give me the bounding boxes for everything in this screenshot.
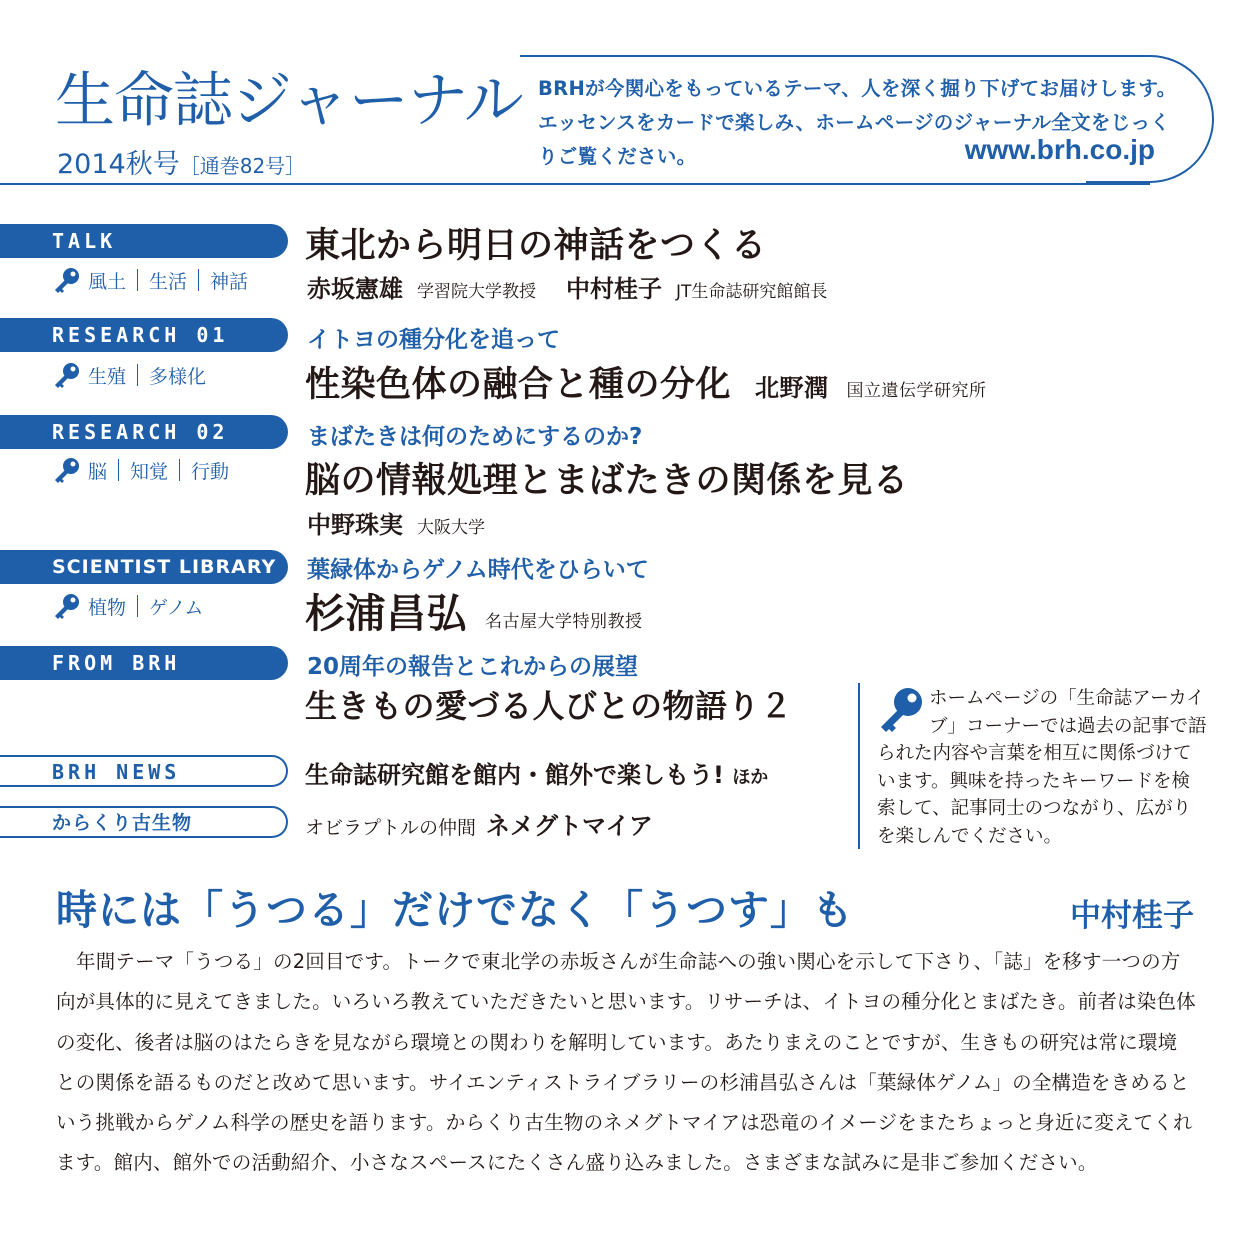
author-name: 中野珠実	[307, 511, 403, 539]
talk-authors	[307, 269, 857, 304]
tab-talk[interactable]: TALK	[0, 224, 288, 258]
from-brh-title[interactable]: 生きもの愛づる人びとの物語り２	[305, 687, 793, 725]
keyword[interactable]: 生殖	[88, 365, 127, 388]
karakuri-prefix: オビラプトルの仲間	[305, 817, 477, 839]
scientist-name: 杉浦昌弘	[305, 590, 467, 637]
keyword[interactable]: 風土	[88, 270, 127, 293]
news-text: 生命誌研究館を館内・館外で楽しもう!	[305, 761, 724, 789]
keyword[interactable]: 行動	[191, 460, 230, 483]
journal-title: 生命誌ジャーナル	[55, 66, 523, 136]
header-border-bottom	[0, 183, 1150, 185]
sidebar-rule	[858, 683, 860, 849]
keyword[interactable]: 生活	[149, 270, 188, 293]
key-icon	[52, 361, 82, 389]
key-icon	[52, 266, 82, 294]
archive-note	[877, 685, 1207, 850]
keyword[interactable]: 神話	[210, 270, 249, 293]
tab-karakuri[interactable]: からくり古生物	[0, 806, 288, 838]
keyword[interactable]: 知覚	[130, 460, 169, 483]
essay-body: 年間テーマ「うつる」の2回目です。トークで東北学の赤坂さんが生命誌への強い関心を示して下さり、「誌」を移す一つの方向が具体的に見えてきました。いろいろ教えていただきたいと思います。リサーチは、イトヨの種分化とまばたき。前者は染色体の変化、後者は脳のはたらきを見ながら環境との関わりを解明しています。あたりまえのことですが、生きもの研究は常に環境との関係を語るものだと改めて思います。サイエンティストライブラリーの杉浦昌弘さんは「葉緑体ゲノム」の全構造をきめるという挑戦からゲノム科学の歴史を語ります。からくり古生物のネメグトマイアは恐竜のイメージをまたちょっと身近に変えてくれます。館内、館外での活動紹介、小さなスペースにたくさん盛り込みました。さまざまな試みに是非ご参加ください。	[56, 950, 1196, 1175]
key-icon	[52, 592, 82, 620]
author-affiliation: 大阪大学	[417, 518, 485, 538]
from-brh-subtitle: 20周年の報告とこれからの展望	[307, 654, 639, 680]
tab-research-02[interactable]: RESEARCH 02	[0, 415, 288, 449]
keyword[interactable]: ゲノム	[149, 596, 204, 619]
author-affiliation: JT生命誌研究館館長	[676, 282, 828, 302]
research02-keywords	[52, 456, 229, 484]
author-name: 中村桂子	[566, 275, 662, 303]
author-affiliation: 国立遺伝学研究所	[846, 381, 987, 401]
author-name: 赤坂憲雄	[307, 275, 403, 303]
header-border-top	[520, 55, 1150, 57]
talk-keywords	[52, 266, 248, 294]
research01-title-text: 性染色体の融合と種の分化	[305, 365, 732, 405]
website-link[interactable]: www.brh.co.jp	[964, 134, 1155, 165]
author-affiliation: 名古屋大学特別教授	[485, 612, 643, 632]
library-title[interactable]	[305, 582, 643, 639]
issue-label	[57, 142, 305, 181]
library-subtitle: 葉緑体からゲノム時代をひらいて	[307, 557, 649, 583]
author-name: 北野潤	[755, 374, 829, 402]
tab-scientist-library[interactable]: SCIENTIST LIBRARY	[0, 550, 288, 584]
karakuri-line[interactable]	[305, 806, 653, 841]
essay-author: 中村桂子	[1070, 898, 1194, 934]
archive-note-text: ホームページの「生命誌アーカイブ」コーナーでは過去の記事で語られた内容や言葉を相互に関係づけています。興味を持ったキーワードを検索して、記事同士のつながり、広がりを楽しんでください。	[877, 688, 1207, 847]
research02-subtitle: まばたきは何のためにするのか?	[307, 424, 643, 450]
issue-season: 2014秋号	[57, 149, 180, 180]
keyword[interactable]: 脳	[88, 460, 108, 483]
research02-author	[307, 505, 515, 540]
keyword[interactable]: 多様化	[149, 365, 207, 388]
issue-volume: ［通巻82号］	[179, 154, 306, 178]
key-icon	[52, 456, 82, 484]
news-line[interactable]	[305, 755, 768, 790]
tab-from-brh[interactable]: FROM BRH	[0, 646, 288, 680]
keyword[interactable]: 植物	[88, 596, 127, 619]
header-intro: BRHが今関心をもっているテーマ、人を深く掘り下げてお届けします。エッセンスをカードで楽しみ、ホームページのジャーナル全文をじっくりご覧ください。	[538, 77, 1177, 168]
author-affiliation: 学習院大学教授	[417, 282, 536, 302]
talk-title[interactable]: 東北から明日の神話をつくる	[305, 226, 767, 266]
karakuri-text: ネメグトマイア	[486, 812, 653, 840]
news-suffix: ほか	[732, 767, 769, 788]
tab-research-01[interactable]: RESEARCH 01	[0, 318, 288, 352]
research01-keywords	[52, 361, 206, 389]
library-keywords	[52, 592, 203, 620]
essay-title: 時には「うつる」だけでなく「うつす」も	[56, 886, 854, 934]
research02-title[interactable]: 脳の情報処理とまばたきの関係を見る	[305, 461, 909, 501]
tab-brh-news[interactable]: BRH NEWS	[0, 755, 288, 787]
research01-title[interactable]	[305, 357, 987, 407]
key-icon	[877, 685, 925, 735]
research01-subtitle: イトヨの種分化を追って	[307, 327, 560, 353]
